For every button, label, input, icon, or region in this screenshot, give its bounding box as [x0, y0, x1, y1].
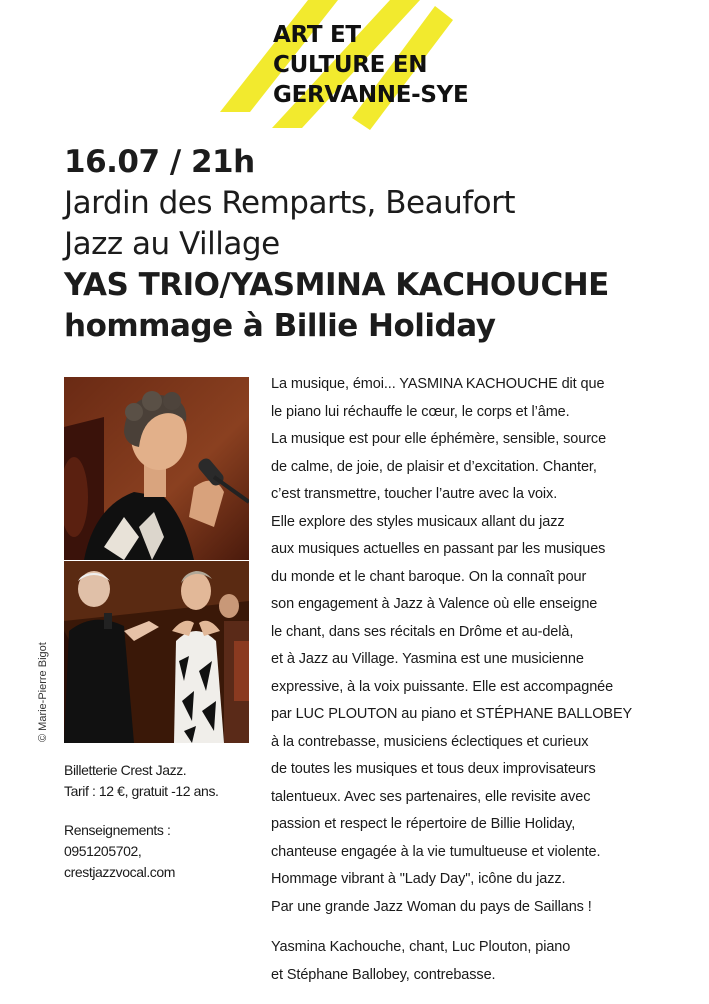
text-line: de toutes les musiques et tous deux improvisateurs — [271, 761, 596, 777]
contact-line: 0951205702, — [64, 843, 142, 859]
text-line: expressive, à la voix puissante. Elle est accompagnée — [271, 678, 614, 695]
ticket-line: Billetterie Crest Jazz. — [64, 762, 187, 778]
text-line: du monde et le chant baroque. On la connaît pour — [271, 568, 587, 585]
ticket-info — [64, 760, 244, 802]
text-line: talentueux. Avec ses partenaires, elle revisite avec — [271, 788, 591, 805]
logo — [220, 0, 490, 130]
text-line: et Stéphane Ballobey, contrebasse. — [271, 966, 496, 983]
text-line: Yasmina Kachouche, chant, Luc Plouton, piano — [271, 939, 571, 955]
event-description — [271, 371, 691, 989]
contact-info — [64, 820, 244, 883]
date-time: 16.07 / 21h — [64, 144, 255, 180]
text-line: et à Jazz au Village. Yasmina est une musicienne — [271, 651, 584, 667]
venue: Jardin des Remparts, Beaufort — [64, 185, 515, 221]
text-line: La musique est pour elle éphémère, sensible, source — [271, 431, 607, 447]
text-line: Elle explore des styles musicaux allant du jazz — [271, 513, 565, 530]
contact-line: Renseignements : — [64, 822, 171, 838]
text-line: par LUC PLOUTON au piano et STÉPHANE BALLOBEY — [271, 706, 633, 722]
lineup-paragraph — [271, 934, 691, 989]
text-line: le chant, dans ses récitals en Drôme et au-delà, — [271, 623, 574, 640]
text-line: La musique, émoi... YASMINA KACHOUCHE dit que — [271, 376, 605, 392]
singer-photo — [64, 377, 249, 560]
text-line: Hommage vibrant à "Lady Day", icône du jazz. — [271, 871, 566, 887]
photo-credit: © Marie-Pierre Bigot — [37, 642, 49, 742]
text-line: le piano lui réchauffe le cœur, le corps et l’âme. — [271, 403, 570, 420]
logo-line: GERVANNE-SYE — [273, 82, 469, 108]
text-line: de calme, de joie, de plaisir et d’excitation. Chanter, — [271, 458, 597, 475]
text-line: à la contrebasse, musiciens éclectiques et curieux — [271, 733, 589, 750]
logo-line: CULTURE EN — [273, 52, 428, 78]
logo-text — [273, 20, 468, 110]
text-line: son engagement à Jazz à Valence où elle enseigne — [271, 596, 598, 612]
description-paragraph — [271, 371, 691, 921]
text-line: c’est transmettre, toucher l’autre avec la voix. — [271, 486, 558, 502]
text-line: Par une grande Jazz Woman du pays de Saillans ! — [271, 898, 592, 915]
event-name: Jazz au Village — [64, 226, 280, 262]
text-line: chanteuse engagée à la vie tumultueuse et violente. — [271, 843, 601, 860]
logo-line: ART ET — [273, 22, 361, 48]
duo-photo — [64, 561, 249, 743]
artist-name: YAS TRIO/YASMINA KACHOUCHE — [64, 267, 609, 303]
text-line: passion et respect le répertoire de Billie Holiday, — [271, 816, 576, 832]
text-line: aux musiques actuelles en passant par les musiques — [271, 541, 606, 557]
ticket-line: Tarif : 12 €, gratuit -12 ans. — [64, 783, 219, 799]
contact-website[interactable]: crestjazzvocal.com — [64, 864, 176, 880]
event-subtitle: hommage à Billie Holiday — [64, 308, 496, 344]
event-heading — [64, 142, 684, 347]
